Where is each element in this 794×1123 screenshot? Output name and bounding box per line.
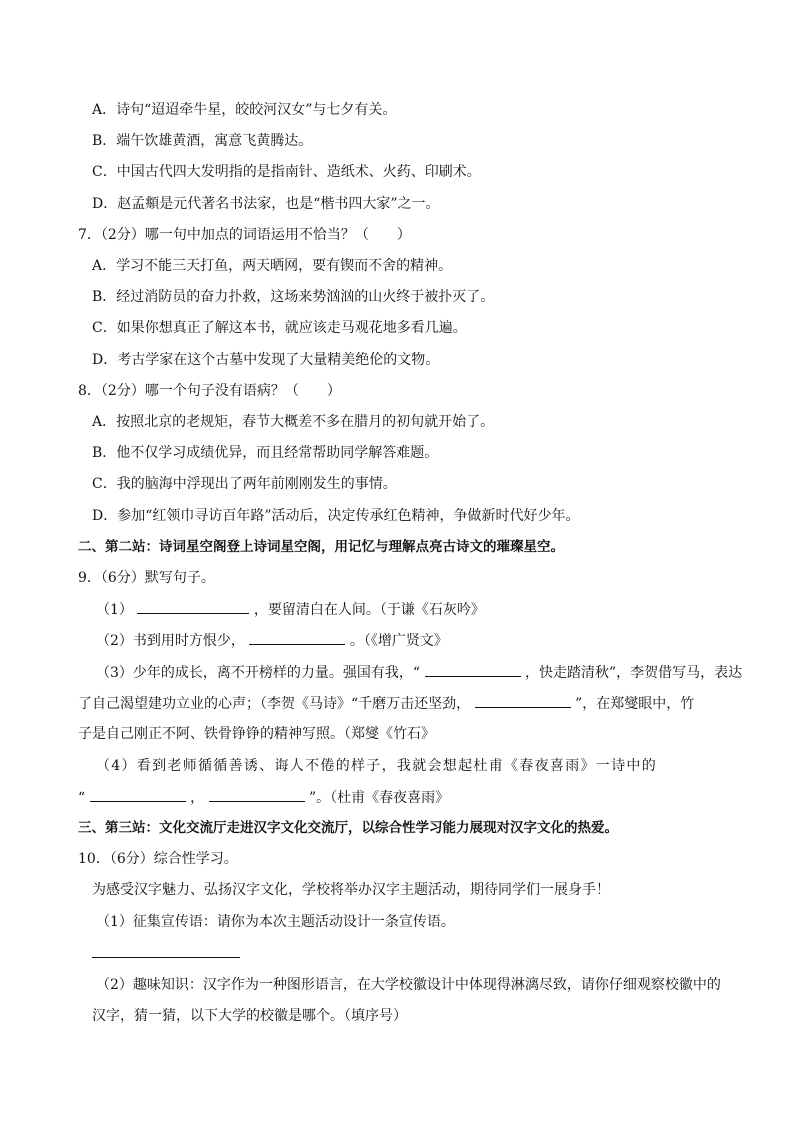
q10-intro: 为感受汉字魅力、弘扬汉字文化，学校将举办汉字主题活动，期待同学们一展身手！ xyxy=(92,882,610,898)
q9-item-4-open-quote: “ xyxy=(78,790,86,806)
q9-item-3-blank-2[interactable] xyxy=(475,693,571,708)
q9-item-2-suffix: 。（《增广贤文》 xyxy=(349,633,448,649)
q9-item-2 xyxy=(96,630,448,651)
q8-option-d: D．参加“红领巾寻访百年路”活动后，决定传承红色精神，争做新时代好少年。 xyxy=(92,508,580,524)
q9-item-1-prefix: （1） xyxy=(96,602,133,618)
q9-item-3-text-b: ，快走踏清秋”，李贺借写马，表达 xyxy=(524,665,743,681)
q8-option-a: A．按照北京的老规矩，春节大概差不多在腊月的初旬就开始了。 xyxy=(92,414,495,430)
q7-option-b: B．经过消防员的奋力扑救，这场来势汹汹的山火终于被扑灭了。 xyxy=(92,289,495,305)
q9-item-4-line-1: （4）看到老师循循善诱、诲人不倦的样子，我就会想起杜甫《春夜喜雨》一诗中的 xyxy=(96,758,658,774)
q8-option-b: B．他不仅学习成绩优异，而且经常帮助同学解答难题。 xyxy=(92,445,439,461)
q6-option-d: D．赵孟頫是元代著名书法家，也是“楷书四大家”之一。 xyxy=(92,196,440,212)
q10-item-1: （1）征集宣传语：请你为本次主题活动设计一条宣传语。 xyxy=(96,914,455,930)
q9-item-3-line-3: 子是自己刚正不阿、铁骨铮铮的精神写照。（郑燮《竹石》 xyxy=(78,726,435,742)
section-3-heading: 三、第三站：文化交流厅走进汉字文化交流厅，以综合性学习能力展现对汉字文化的热爱。 xyxy=(78,820,618,836)
q10-stem: 10．（6分）综合性学习。 xyxy=(78,851,238,867)
q10-item-1-answer-line[interactable] xyxy=(92,957,240,958)
q8-stem: 8．（2分）哪一个句子没有语病？（ ） xyxy=(78,383,341,399)
q7-stem: 7．（2分）哪一句中加点的词语运用不恰当？（ ） xyxy=(78,227,411,243)
q9-item-3-line-2 xyxy=(78,693,694,714)
q8-option-c: C．我的脑海中浮现出了两年前刚刚发生的事情。 xyxy=(92,476,397,492)
q7-option-a: A．学习不能三天打鱼，两天晒网，要有锲而不舍的精神。 xyxy=(92,258,453,274)
q9-item-1-blank[interactable] xyxy=(137,599,249,614)
q9-item-3-blank-1[interactable] xyxy=(425,662,521,677)
q9-item-3-line-1 xyxy=(96,662,742,683)
q10-item-2-line-1: （2）趣味知识：汉字作为一种图形语言，在大学校徽设计中体现得淋漓尽致，请你仔细观察校徽中的 xyxy=(96,977,721,993)
section-2-heading: 二、第二站：诗词星空阁登上诗词星空阁，用记忆与理解点亮古诗文的璀璨星空。 xyxy=(78,539,564,555)
q9-item-2-prefix: （2）书到用时方恨少， xyxy=(96,633,245,649)
q10-item-2-line-2: 汉字，猜一猜，以下大学的校徽是哪个。（填序号） xyxy=(92,1008,407,1024)
q9-item-1 xyxy=(96,599,485,620)
q9-stem: 9．（6分）默写句子。 xyxy=(78,570,215,586)
q6-option-b: B．端午饮雄黄酒，寓意飞黄腾达。 xyxy=(92,133,313,149)
q6-option-c: C．中国古代四大发明指的是指南针、造纸术、火药、印刷术。 xyxy=(92,164,481,180)
q9-item-3-text-a: （3）少年的成长，离不开榜样的力量。强国有我，“ xyxy=(96,665,421,681)
q9-item-4-blank-2[interactable] xyxy=(209,787,305,802)
q9-item-3-text-d: ”，在郑燮眼中，竹 xyxy=(575,696,695,712)
q9-item-1-suffix: ，要留清白在人间。（于谦《石灰吟》 xyxy=(253,602,485,618)
q7-option-d: D．考古学家在这个古墓中发现了大量精美绝伦的文物。 xyxy=(92,352,440,368)
q9-item-4-blank-1[interactable] xyxy=(90,787,186,802)
q9-item-4-line-2 xyxy=(78,787,449,808)
q6-option-a: A．诗句“迢迢牵牛星，皎皎河汉女”与七夕有关。 xyxy=(92,102,397,118)
q7-option-c: C．如果你想真正了解这本书，就应该走马观花地多看几遍。 xyxy=(92,320,467,336)
q9-item-2-blank[interactable] xyxy=(249,630,345,645)
q9-item-4-suffix: ”。（杜甫《春夜喜雨》 xyxy=(308,790,450,806)
q9-item-4-comma: ， xyxy=(190,790,205,806)
q9-item-3-text-c: 了自己渴望建功立业的心声；（李贺《马诗》“千磨万击还坚劲， xyxy=(78,696,471,712)
